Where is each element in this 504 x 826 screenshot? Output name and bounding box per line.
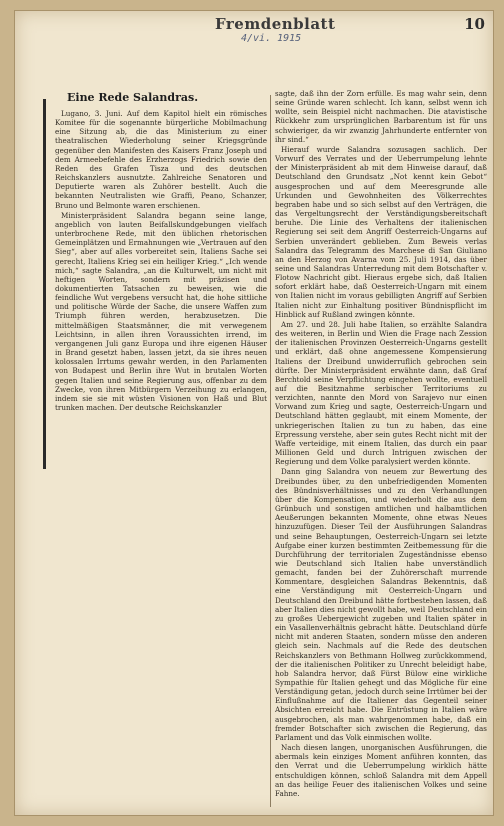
masthead xyxy=(15,11,493,45)
newspaper-name: Fremdenblatt xyxy=(215,15,336,33)
article-paragraph: Lugano, 3. Juni. Auf dem Kapitol hielt ein römisches Komitee für die sogenannte bürgerliche Mobilmachung eine Sitzung ab, die das Ministerium zu einer theatralischen Wiederholung seiner Kriegsgründe gegenüber den Manifesten des Kaisers Franz Joseph und dem Armeebefehle des Erzherzogs Friedrich sowie den Reden des Grafen Tisza und des deutschen Reichskanzlers ausnutzte. Zahlreiche Senatoren und Deputierte waren als Zuhörer bestellt. Auch die bekannten Neutralisten wie Graffi, Peano, Schanzer, Bruno und Belmonte waren erschienen. xyxy=(55,109,267,210)
column-rule-decoration xyxy=(43,99,46,469)
article-paragraph: sagte, daß ihn der Zorn erfülle. Es mag wahr sein, denn seine Gründe waren schlecht. Ich kann, selbst wenn ich wollte, sein Beispiel nicht nachmachen. Die atavistische Rückkehr zum ursprünglichen Barbarentum ist für uns schwieriger, da wir zwanzig Jahrhunderte entfernter von ihr sind.“ xyxy=(275,89,487,144)
article-column-1 xyxy=(55,109,267,825)
article-column-2 xyxy=(275,89,487,815)
article-paragraph: Am 27. und 28. Juli habe Italien, so erzählte Salandra des weiteren, in Berlin und Wien die Frage nach Zession der italienischen Provinzen Oesterreich-Ungarns gestellt und erklärt, daß ohne angemessene Kompensierung Italiens der Dreibund unwiderruflich gebrochen sein dürfte. Der Ministerpräsident erwähnte dann, daß Graf Berchtold seine Verpflichtung eingehen wollte, eventuell auf die Besitznahme serbischer Territoriums zu verzichten, nannte den Mord von Sarajevo nur einen Vorwand zum Krieg und sagte, Oesterreich-Ungarn und Deutschland hätten geglaubt, mit einem Momente, der unkriegerischen Italien zu tun zu haben, das eine Erpressung verstehe, aber sein gutes Recht nicht mit der Waffe verteidige, mit einem Italien, das durch ein paar Millionen Geld und durch Intriguen zwischen der Regierung und dem Volke paralysiert werden könnte. xyxy=(275,319,487,467)
article-paragraph: Hierauf wurde Salandra sozusagen sachlich. Der Vorwurf des Verrates und der Ueberrumpelung lehnte der Ministerpräsident ab mit dem Hinweise darauf, daß Deutschland den Grundsatz „Not kennt kein Gebot“ ausgesprochen und auf dem Meeresgrunde alle Urkunden und Gewohnheiten des Völkerrechtes begraben habe und so sich selbst auf den Verträgen, die das Vergeltungsrecht der Verständigungsbereitschaft beruhe. Die Linie des Verhaltens der italienischen Regierung sei seit dem Angriff Oesterreich-Ungarns auf Serbien unverändert geblieben. Zum Beweis verlas Salandra das Telegramm des Marchese di San Giuliano an den Herzog von Avarna vom 25. Juli 1914, das über seine und Salandras Unterredung mit dem Botschafter v. Flotow Nachricht gibt. Hieraus ergebe sich, daß Italien sofort erklärt habe, daß Oesterreich-Ungarn mit einem von Italien nicht im voraus gebilligten Angriff auf Serbien Italien nicht zur Einhaltung positiver Bündnispflicht im Hinblick auf Rußland zwingen könnte. xyxy=(275,144,487,319)
page-number: 10 xyxy=(464,15,485,33)
article-headline: Eine Rede Salandras. xyxy=(67,91,199,104)
article-paragraph: Dann ging Salandra von neuem zur Bewertung des Dreibundes über, zu den unbefriedigenden Momenten des Bündnisverhältnisses und zu den Verhandlungen über die Kompensation, und wiederholt die aus dem Grünbuch und sonstigen amtlichen und halbamtlichen Aeußerungen bekannten Momente, ohne etwas Neues hinzuzufügen. Dieser Teil der Ausführungen Salandras und seine Behauptungen, Oesterreich-Ungarn sei letzte Aufgabe einer kurzen bestimmten Zeitbemessung für die Durchführung der territorialen Zugeständnisse ebenso wie Deutschland sich Italien habe unverständlich gemacht, fanden bei der Zuhörerschaft murrende Kommentare, desgleichen Salandras Bekenntnis, daß eine Verständigung mit Oesterreich-Ungarn und Deutschland den Dreibund hätte fortbestehen lassen, daß aber Italien dies nicht gewollt habe, weil Deutschland ein zu großes Uebergewicht zugeben und Italien später in ein Vasallenverhältnis gebracht hätte. Deutschland dürfe nicht mit anderen Staaten, sondern müsse den anderen gleich sein. Nachmals auf die Rede des deutschen Reichskanzlers von Bethmann Hollweg zurückkommend, der die italienischen Politiker zu Unrecht beleidigt habe, hob Salandra hervor, daß Fürst Bülow eine wirkliche Sympathie für Italien gehegt und das Mögliche für eine Verständigung getan, jedoch durch seine Irrtümer bei der Einflußnahme auf die Italiener das Gegenteil seiner Absichten erreicht habe. Die Entrüstung in Italien wäre ausgebrochen, als man wahrgenommen habe, daß ein fremder Botschafter sich zwischen die Regierung, das Parlament und das Volk einmischen wollte. xyxy=(275,467,487,742)
article-paragraph: Nach diesen langen, unorganischen Ausführungen, die abermals kein einziges Moment anführen konnten, das den Verrat und die Ueberrumpelung wirklich hätte entschuldigen können, schloß Salandra mit dem Appell an das heilige Feuer des italienischen Volkes und seine Fahne. xyxy=(275,743,487,798)
newspaper-clipping xyxy=(14,10,494,816)
column-divider xyxy=(270,95,271,807)
article-paragraph: Ministerpräsident Salandra begann seine lange, angeblich von lauten Beifallskundgebungen vielfach unterbrochene Rede, mit den üblichen rhetorischen Gemeinplätzen und Ermahnungen wie „Vertrauen auf den Sieg“, aber auf alles vorbereitet sein, Italiens Sache sei gerecht, Italiens Krieg sei ein heiliger Krieg.“ „Ich wende mich,“ sagte Salandra, „an die Kulturwelt, um nicht mit heftigen Worten, sondern mit präzisen und dokumentierten Tatsachen zu beweisen, wie die feindliche Wut vergebens versucht hat, die hohe sittliche und politische Würde der Sache, die unsere Waffen zum Triumph führen werden, herabzusetzen. Die mittelmäßigen Staatsmänner, die mit verwegenem Leichtsinn, in allen ihren Voraussichten irrend, im vergangenen Juli ganz Europa und ihre eigenen Häuser in Brand gesetzt haben, lassen jetzt, da sie ihres neuen kolossalen Irrtums gewahr werden, in den Parlamenten von Budapest und Berlin ihre Wut in brutalen Worten gegen Italien und seine Regierung aus, offenbar zu dem Zwecke, von ihren Mitbürgern Verzeihung zu erlangen, indem sie sie mit wüsten Visionen von Haß und Blut trunken machen. Der deutsche Reichskanzler xyxy=(55,210,267,412)
handwritten-date: 4/vi. 1915 xyxy=(241,33,302,44)
